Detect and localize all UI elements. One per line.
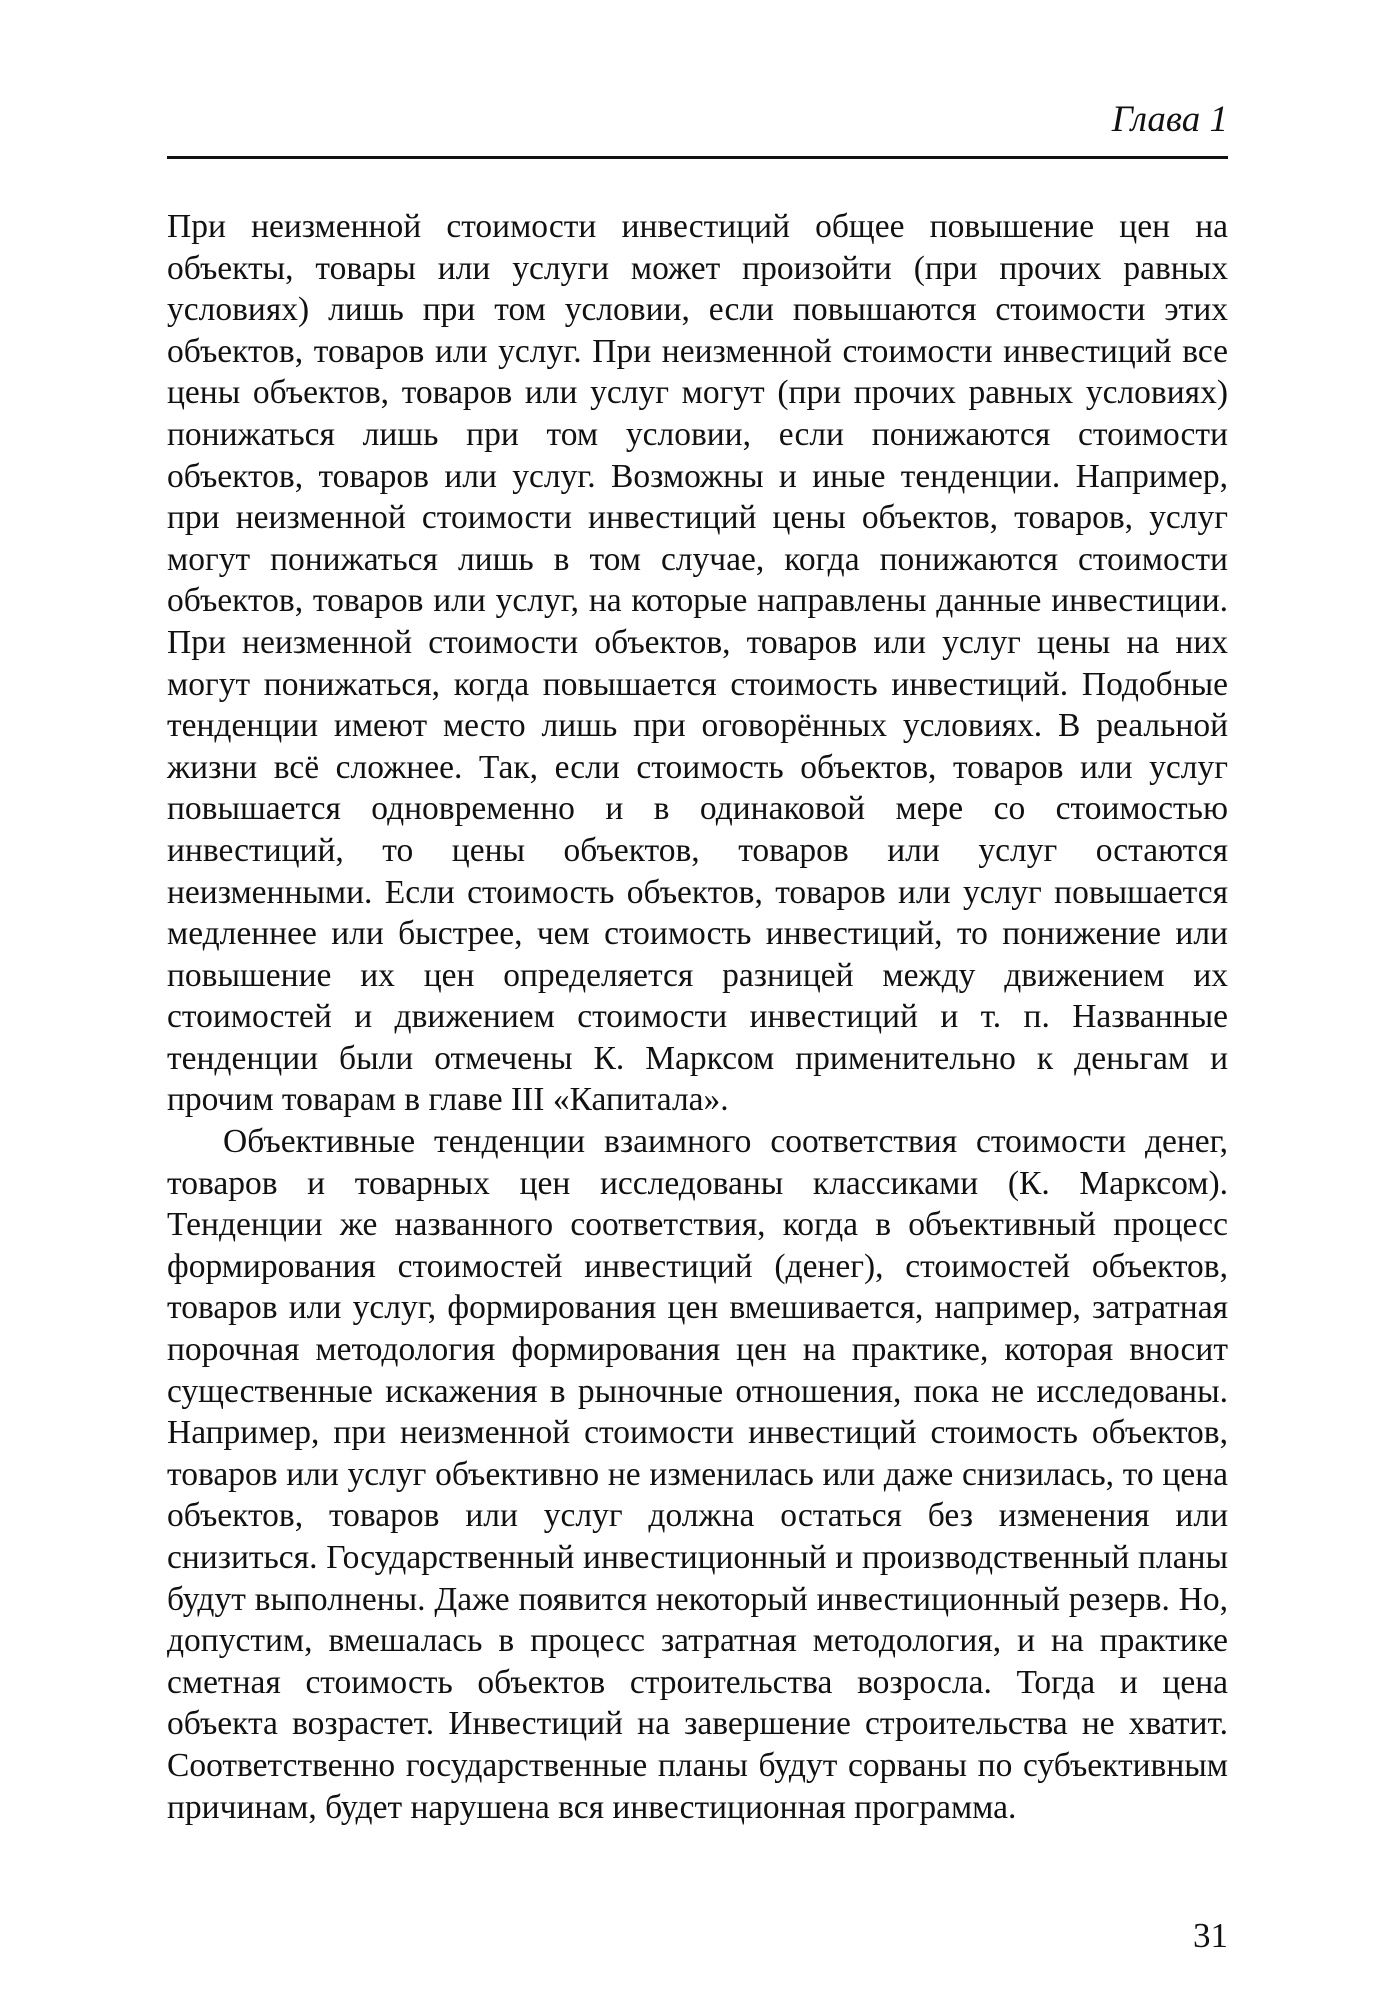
- paragraph: Объективные тенденции взаимного соответствия стоимости денег, товаров и товарных цен исследованы классиками (К. Марксом). Тенденции же названного соответствия, когда в объективный процесс формирования стоимостей инвестиций (денег), стоимостей объектов, товаров или услуг, формирования цен вмешивается, например, затратная порочная методология формирования цен на практике, которая вносит существенные искажения в рыночные отношения, пока не исследованы. Например, при неизменной стоимости инвестиций стоимость объектов, товаров или услуг объективно не изменилась или даже снизилась, то цена объектов, товаров или услуг должна остаться без изменения или снизиться. Государственный инвестиционный и производственный планы будут выполнены. Даже появится некоторый инвестиционный резерв. Но, допустим, вмешалась в процесс затратная методология, и на практике сметная стоимость объектов строительства возросла. Тогда и цена объекта возрастет. Инвестиций на завершение строительства не хватит. Соответственно государственные планы будут сорваны по субъективным причинам, будет нарушена вся инвестиционная программа.: [167, 1123, 1228, 1826]
- page-number: 31: [1193, 1916, 1228, 1955]
- header-rule: [167, 156, 1228, 159]
- paragraph: При неизменной стоимости инвестиций общее повышение цен на объекты, товары или услуги может произойти (при прочих равных условиях) лишь при том условии, если повышаются стоимости этих объектов, товаров или услуг. При неизменной стоимости инвестиций все цены объектов, товаров или услуг могут (при прочих равных условиях) понижаться лишь при том условии, если понижаются стоимости объектов, товаров или услуг. Возможны и иные тенденции. Например, при неизменной стоимости инвестиций цены объектов, товаров, услуг могут понижаться лишь в том случае, когда понижаются стоимости объектов, товаров или услуг, на которые направлены данные инвестиции. При неизменной стоимости объектов, товаров или услуг цены на них могут понижаться, когда повышается стоимость инвестиций. Подобные тенденции имеют место лишь при оговорённых условиях. В реальной жизни всё сложнее. Так, если стоимость объектов, товаров или услуг повышается одновременно и в одинаковой мере со стоимостью инвестиций, то цены объектов, товаров или услуг остаются неизменными. Если стоимость объектов, товаров или услуг повышается медленнее или быстрее, чем стоимость инвестиций, то понижение или повышение их цен определяется разницей между движением их стоимостей и движением стоимости инвестиций и т. п. Названные тенденции были отмечены К. Марксом применительно к деньгам и прочим товарам в главе III «Капитала».: [167, 208, 1228, 1119]
- running-head: Глава 1: [1111, 99, 1228, 140]
- body-text: [167, 206, 1228, 1828]
